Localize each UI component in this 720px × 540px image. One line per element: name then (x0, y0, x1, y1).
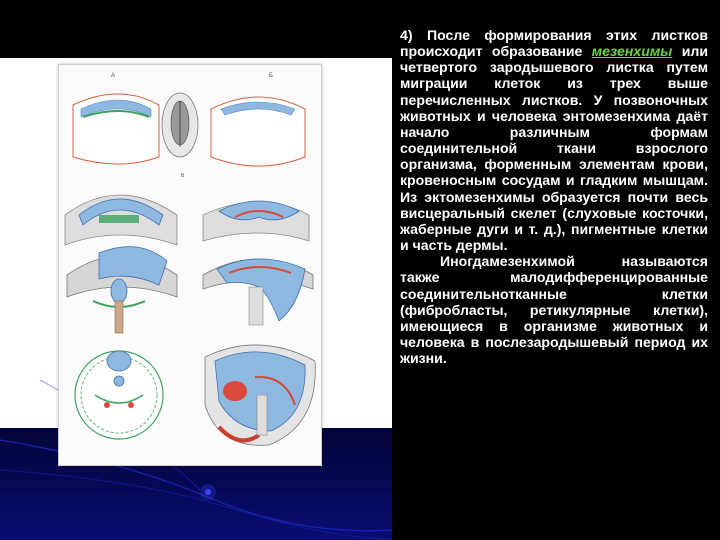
body-folding-stage (203, 259, 313, 325)
embryo-section-b (211, 97, 305, 166)
figure-label-b: Б (269, 73, 273, 79)
figure-label-a: A (111, 73, 116, 79)
late-embryo-cross-section (75, 351, 163, 439)
embryo-section-a (73, 94, 159, 164)
figure-label-c: В (181, 173, 185, 179)
text-segment: или четвертого зародышевого листка путем миграции клеток из трех выше перечисленных листков. У позвоночных животных и человека энтомезенхима даёт начало различным формам соединительной ткани взрослого организма, форменным элементам крови, кровеносным сосудам и гладким мышцам. Из эктомезенхимы образуется почти весь висцеральный скелет (слуховые косточки, жаберные дуги и т. д.), пигментные клетки и часть дермы. (400, 43, 708, 254)
neural-tube-cross-section (67, 247, 177, 333)
neural-plate-stage (65, 195, 177, 245)
mesenchyme-highlight-link[interactable]: мезенхимы (591, 43, 673, 60)
text-segment: 4) После формирования этих листков происходит образование (400, 27, 708, 60)
paragraph-mesenchyme-formation (400, 27, 708, 253)
embryo-development-figure (58, 64, 322, 466)
embryo-dorsal-view (162, 93, 198, 157)
neural-fold-stage (203, 201, 309, 241)
embryo-with-heart (205, 345, 315, 445)
slide-body-text (400, 27, 708, 366)
paragraph-mesenchyme-definition: Иногдамезенхимой называются также малодифференцированные соединительнотканные клетки (фибробласты, ретикулярные клетки), имеющиеся в организме животных и человека в послезародышевый период их жизни. (400, 253, 708, 367)
